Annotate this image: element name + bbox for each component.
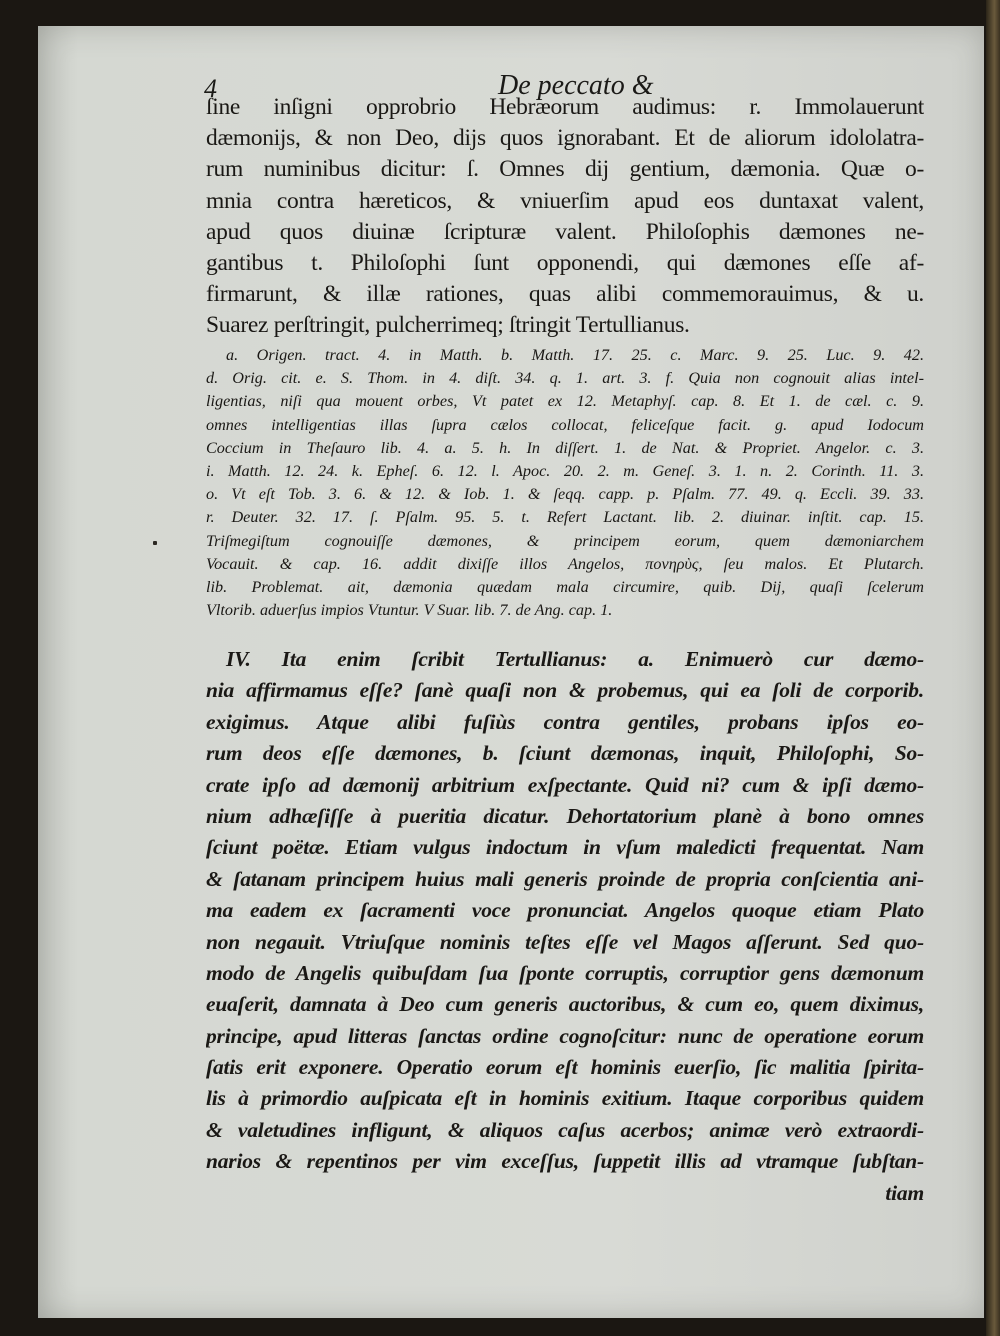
section-line: non negauit. Vtriuſque nominis teſtes eſſe vel Magos aſſerunt. Sed quo- — [206, 929, 924, 954]
section-line: ſatis erit exponere. Operatio eorum eſt hominis euerſio, ſic malitia ſpirita- — [206, 1055, 924, 1080]
note-line: a. Origen. tract. 4. in Matth. b. Matth. 17. 25. c. Marc. 9. 25. Luc. 9. 42. — [226, 346, 924, 364]
body-line: gantibus t. Philoſophi ſunt opponendi, qui dæmones eſſe af- — [206, 249, 924, 276]
body-line: dæmonijs, & non Deo, dijs quos ignorabant. Et de aliorum idololatra- — [206, 125, 924, 152]
note-line: lib. Problemat. ait, dæmonia quædam mala circumire, quib. Dij, quaſi ſcelerum — [206, 577, 924, 596]
catchword: tiam — [885, 1180, 924, 1205]
section-line: ma eadem ex ſacramenti voce pronunciat. Angelos quoque etiam Plato — [206, 898, 924, 923]
section-line: principe, apud litteras ſanctas ordine cognoſcitur: nunc de operatione eorum — [206, 1023, 924, 1048]
note-line: Coccium in Theſauro lib. 4. a. 5. h. In diſſert. 1. de Nat. & Propriet. Angelor. c. 3. — [206, 438, 924, 457]
note-line: r. Deuter. 32. 17. ſ. Pſalm. 95. 5. t. Refert Lactant. lib. 2. diuinar. inſtit. cap. 15. — [206, 508, 924, 527]
section-line: ſciunt poëtæ. Etiam vulgus indoctum in vſum maledicti frequentat. Nam — [206, 835, 924, 860]
section-line: nia affirmamus eſſe? ſanè quaſi non & probemus, qui ea ſoli de corporib. — [206, 678, 924, 703]
section-line: narios & repentinos per vim exceſſus, ſuppetit illis ad vtramque ſubſtan- — [206, 1149, 924, 1174]
section-line: exigimus. Atque alibi fuſiùs contra gentiles, probans ipſos eo- — [206, 709, 924, 734]
section-line: nium adhæſiſſe à pueritia dicatur. Dehortatorium planè à bono omnes — [206, 803, 924, 828]
body-line: firmarunt, & illæ rationes, quas alibi commemorauimus, & u. — [206, 281, 924, 308]
ink-speck — [153, 541, 157, 545]
body-paragraph — [206, 92, 924, 342]
note-line: Vltorib. aduerſus impios Vtuntur. V Suar. lib. 7. de Ang. cap. 1. — [206, 601, 613, 620]
book-spine-edge — [986, 0, 1000, 1336]
section-line: & ſatanam principem huius mali generis proinde de propria conſcientia ani- — [206, 866, 924, 891]
note-line: ligentias, niſi qua mouent orbes, Vt patet ex 12. Metaphyſ. cap. 8. Et 1. de cæl. c. 9. — [206, 392, 924, 411]
marginal-notes — [206, 344, 924, 622]
body-line: rum numinibus dicitur: ſ. Omnes dij gentium, dæmonia. Quæ o- — [206, 156, 924, 183]
section-line: lis à primordio auſpicata eſt in hominis exitium. Itaque corporibus quidem — [206, 1086, 924, 1111]
note-line: d. Orig. cit. e. S. Thom. in 4. diſt. 34. q. 1. art. 3. f. Quia non cognouit alias intel- — [206, 369, 924, 388]
section-line: IV. Ita enim ſcribit Tertullianus: a. Enimuerò cur dæmo- — [226, 647, 924, 671]
section-line: crate ipſo ad dæmonij arbitrium exſpectante. Quid ni? cum & ipſi dæmo- — [206, 772, 924, 797]
body-line: apud quos diuinæ ſcripturæ valent. Philoſophis dæmones ne- — [206, 218, 924, 245]
note-line: Vocauit. & cap. 16. addit dixiſſe illos Angelos, πονηρὺς, ſeu malos. Et Plutarch. — [206, 554, 924, 573]
book-page — [38, 26, 984, 1318]
note-line: o. Vt eſt Tob. 3. 6. & 12. & Iob. 1. & ſeqq. capp. p. Pſalm. 77. 49. q. Eccli. 39. 33. — [206, 485, 924, 504]
section-line: & valetudines infligunt, & aliquos caſus acerbos; animæ verò extraordi- — [206, 1117, 924, 1142]
page-number: 4 — [204, 74, 217, 103]
section-line: modo de Angelis quibuſdam ſua ſponte corruptis, corruptior gens dæmonum — [206, 960, 924, 985]
body-line: mnia contra hæreticos, & vniuerſim apud eos duntaxat valent, — [206, 187, 924, 214]
note-line: Triſmegiſtum cognouiſſe dæmones, & principem eorum, quem dæmoniarchem — [206, 531, 924, 550]
body-line: Suarez perſtringit, pulcherrimeq; ſtringit Tertullianus. — [206, 312, 690, 339]
note-line: i. Matth. 12. 24. k. Epheſ. 6. 12. l. Apoc. 20. 2. m. Geneſ. 3. 1. n. 2. Corinth. 11. 3. — [206, 461, 924, 480]
running-title: De peccato & — [498, 70, 654, 101]
section-line: rum deos eſſe dæmones, b. ſciunt dæmonas, inquit, Philoſophi, So- — [206, 741, 924, 766]
body-line: ſine inſigni opprobrio Hebræorum audimus: r. Immolauerunt — [206, 94, 924, 120]
section-line: euaſerit, damnata à Deo cum generis auctoribus, & cum eo, quem diximus, — [206, 992, 924, 1017]
section-IV-paragraph — [206, 644, 924, 1209]
note-line: omnes intelligentias illas ſupra cælos collocat, feliceſque facit. g. apud Iodocum — [206, 415, 924, 434]
